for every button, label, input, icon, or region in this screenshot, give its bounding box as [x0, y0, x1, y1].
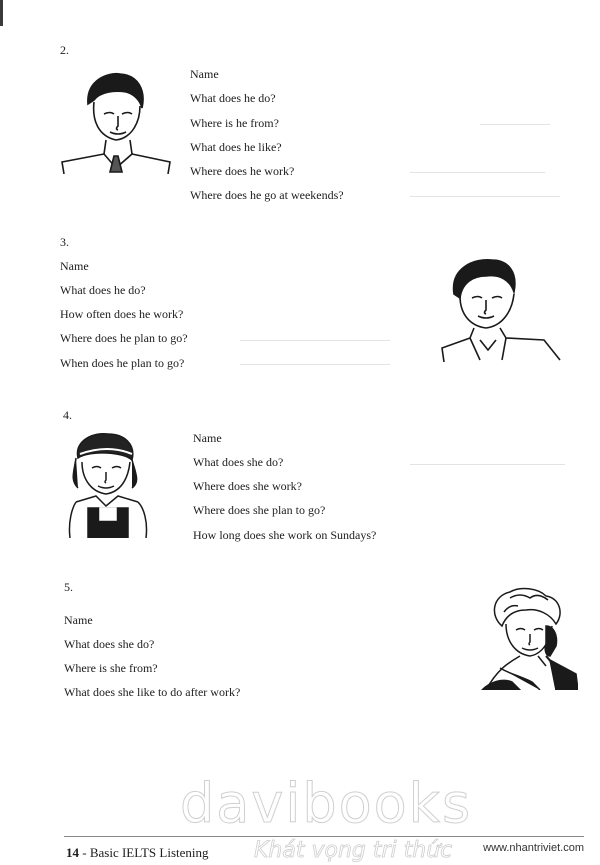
question-text: When does he plan to go?	[60, 356, 185, 370]
answer-line	[410, 172, 545, 173]
footer-website-link[interactable]: www.nhantriviet.com	[483, 842, 584, 854]
question-text: Where does he work?	[190, 164, 295, 178]
question-text: What does she like to do after work?	[64, 685, 241, 699]
page-edge-mark	[0, 0, 3, 26]
answer-line	[410, 464, 565, 465]
watermark-brand: davibooks	[180, 772, 473, 835]
question-text: Name	[60, 259, 89, 273]
footer-rule	[64, 836, 584, 837]
question-text: Where does he go at weekends?	[190, 188, 344, 202]
question-text: Name	[64, 613, 93, 627]
section-2-number: 2.	[60, 43, 69, 57]
question-text: What does he like?	[190, 140, 282, 154]
question-text: Name	[190, 67, 219, 81]
question-text: What does she do?	[64, 637, 155, 651]
question-text: Where does she work?	[193, 479, 302, 493]
waitress-portrait-icon	[66, 432, 150, 538]
question-text: What does she do?	[193, 455, 284, 469]
question-text: How long does she work on Sundays?	[193, 528, 377, 542]
question-text: Where does she plan to go?	[193, 503, 326, 517]
question-text: What does he do?	[190, 91, 276, 105]
page-number: 14	[66, 845, 79, 860]
watermark-tagline: Khát vọng tri thức	[254, 838, 453, 863]
section-4-number: 4.	[63, 408, 72, 422]
question-text: Where does he plan to go?	[60, 331, 188, 345]
question-text: Name	[193, 431, 222, 445]
answer-line	[410, 196, 560, 197]
footer-left	[66, 845, 209, 861]
question-text: How often does he work?	[60, 307, 184, 321]
young-man-portrait-icon	[440, 256, 562, 362]
question-text: Where is he from?	[190, 116, 279, 130]
question-text: What does he do?	[60, 283, 146, 297]
question-text: Where is she from?	[64, 661, 158, 675]
man-portrait-icon	[60, 70, 172, 174]
answer-line	[240, 340, 390, 341]
section-5-number: 5.	[64, 580, 73, 594]
answer-line	[480, 124, 550, 125]
section-3-number: 3.	[60, 235, 69, 249]
book-title: - Basic IELTS Listening	[82, 845, 209, 860]
woman-on-phone-portrait-icon	[480, 586, 578, 690]
answer-line	[240, 364, 390, 365]
